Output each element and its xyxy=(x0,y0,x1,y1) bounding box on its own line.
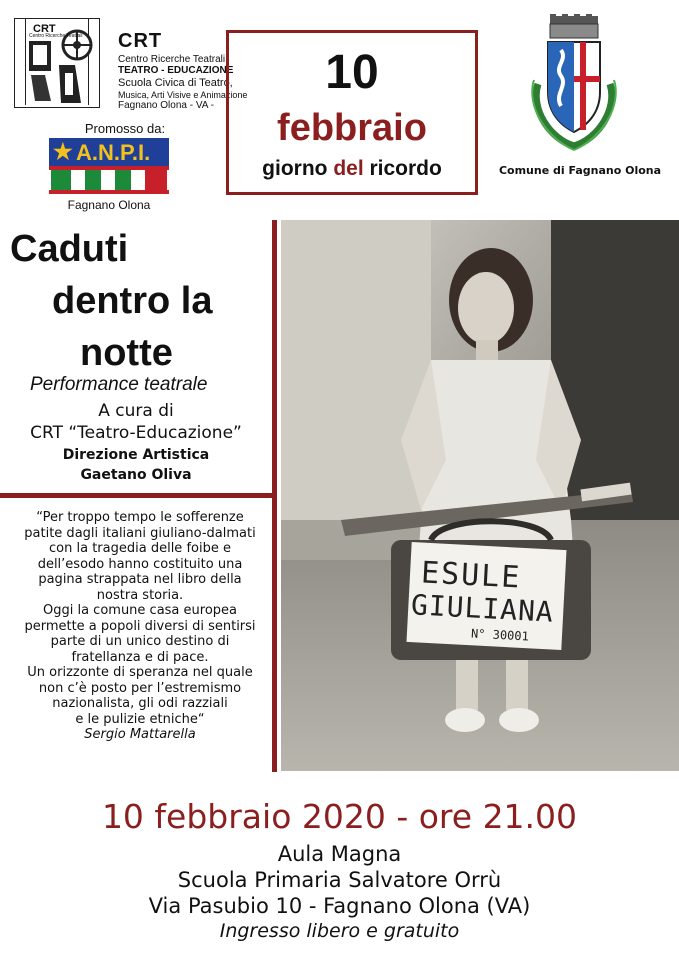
crt-line: Centro Ricerche Teatrali xyxy=(118,54,226,65)
curated-by-label: A cura di xyxy=(98,401,174,421)
crt-line: Fagnano Olona - VA - xyxy=(118,100,214,111)
comune-label: Comune di Fagnano Olona xyxy=(498,164,662,177)
anpi-badge xyxy=(49,138,169,194)
star-icon: ★ xyxy=(53,139,73,164)
anpi-badge-text: A.N.P.I. xyxy=(76,140,151,165)
crt-logo-subtext: Centro Ricerche Teatrali xyxy=(29,33,83,39)
date-subtitle-pre: giorno xyxy=(262,157,334,180)
quote-line: con la tragedia delle foibe e xyxy=(49,541,231,556)
quote-line: pagina strappata nel libro della xyxy=(38,572,242,587)
crt-logo-text: CRT xyxy=(33,23,56,35)
crt-line: TEATRO - EDUCAZIONE xyxy=(118,65,234,76)
subtitle: Performance teatrale xyxy=(30,374,208,395)
date-subtitle-mid: del xyxy=(333,157,364,180)
quote-line: parte di un unico destino di xyxy=(50,634,230,649)
company-name: CRT “Teatro-Educazione” xyxy=(30,423,242,443)
date-month: febbraio xyxy=(277,107,427,149)
venue-room: Aula Magna xyxy=(277,842,402,866)
director-name: Gaetano Oliva xyxy=(80,467,192,483)
crt-title: CRT xyxy=(118,30,163,52)
quote-line: patite dagli italiani giuliano-dalmati xyxy=(24,525,256,541)
quote-line: dell’esodo hanno costituito una xyxy=(37,556,243,572)
entry-info: Ingresso libero e gratuito xyxy=(219,920,460,942)
sign-number: N° 30001 xyxy=(470,626,530,644)
date-day: 10 xyxy=(325,46,379,99)
photo-graphic xyxy=(281,220,679,771)
promoted-by-label: Promosso da: xyxy=(84,121,166,136)
sign-line-1: ESULE xyxy=(420,555,523,596)
venue-school: Scuola Primaria Salvatore Orrù xyxy=(177,868,502,892)
title-line-1: Caduti xyxy=(10,228,129,270)
quote-block xyxy=(12,510,268,743)
venue-address: Via Pasubio 10 - Fagnano Olona (VA) xyxy=(148,894,531,918)
direction-label: Direzione Artistica xyxy=(62,447,210,463)
anpi-location: Fagnano Olona xyxy=(67,198,151,212)
crt-logo xyxy=(14,18,100,108)
anpi-flag xyxy=(49,166,169,194)
quote-line: Un orizzonte di speranza nel quale xyxy=(27,665,253,680)
crt-line: Scuola Civica di Teatro, xyxy=(118,77,233,89)
title-line-3: notte xyxy=(80,332,173,374)
coat-of-arms-icon xyxy=(520,14,628,154)
date-box xyxy=(226,30,478,195)
quote-line: nazionalista, gli odi razziali xyxy=(52,696,228,711)
quote-author: Sergio Mattarella xyxy=(84,727,196,742)
quote-line: Oggi la comune casa europea xyxy=(42,603,238,618)
quote-line: permette a popoli diversi di sentirsi xyxy=(24,618,256,634)
historical-photo xyxy=(281,220,679,771)
red-horizontal-divider xyxy=(0,493,277,498)
quote-line: e le pulizie etniche“ xyxy=(75,711,205,727)
quote-line: “Per troppo tempo le sofferenze xyxy=(36,510,244,525)
date-subtitle xyxy=(229,157,475,181)
quote-line: fratellanza e di pace. xyxy=(71,649,209,665)
date-subtitle-post: ricordo xyxy=(363,157,442,180)
quote-line: non c’è posto per l’estremismo xyxy=(38,680,242,696)
title-line-2: dentro la xyxy=(52,280,213,322)
event-datetime: 10 febbraio 2020 - ore 21.00 xyxy=(101,797,578,836)
crt-line: Musica, Arti Visive e Animazione xyxy=(118,90,248,100)
quote-line: nostra storia. xyxy=(96,587,184,603)
sign-line-2: GIULIANA xyxy=(410,588,555,629)
